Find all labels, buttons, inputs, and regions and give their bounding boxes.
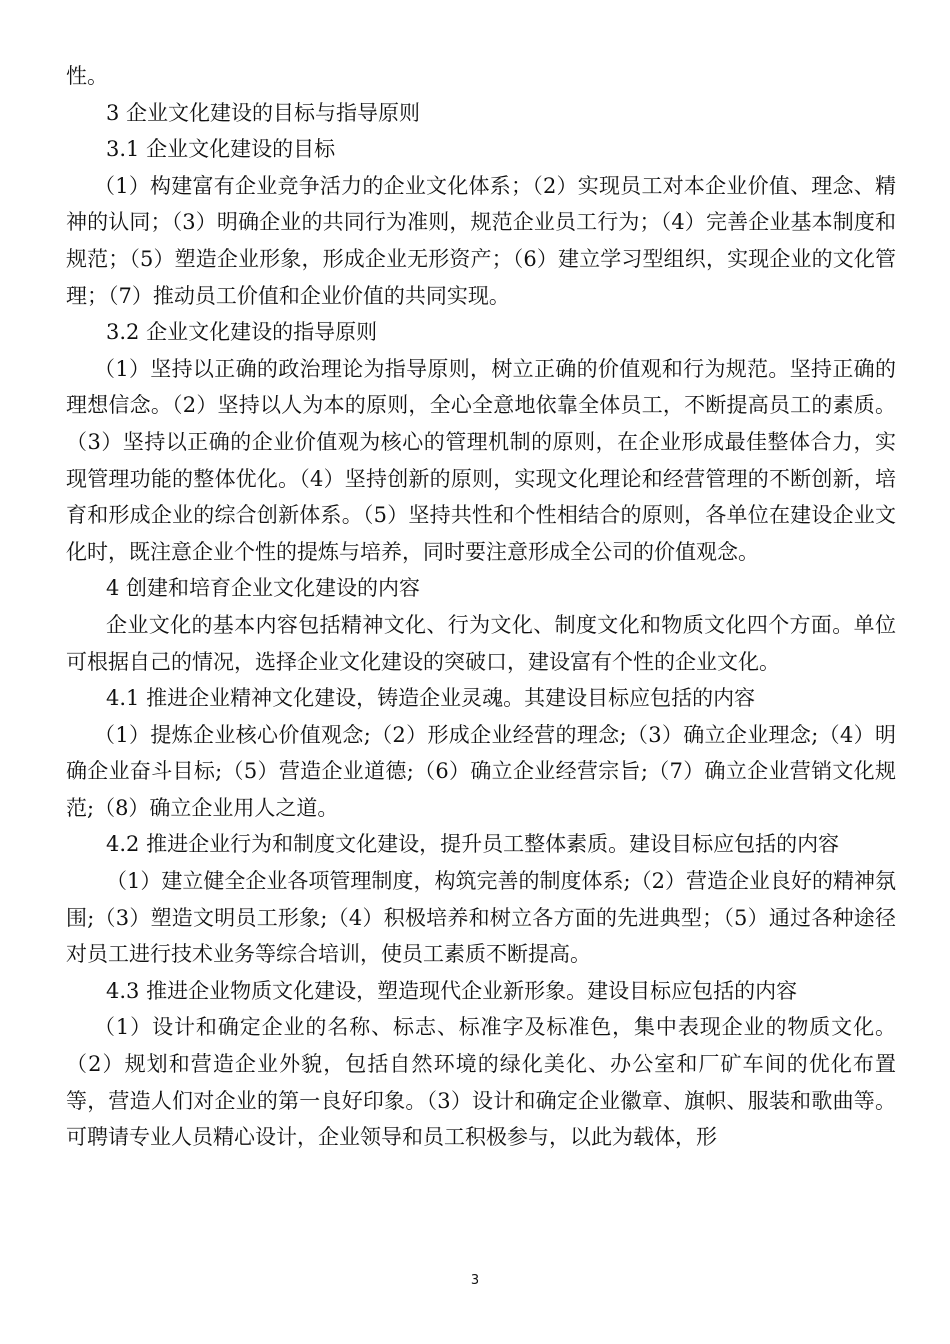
subsection-heading-3-2: 3.2 企业文化建设的指导原则 bbox=[106, 320, 378, 345]
document-body bbox=[66, 58, 896, 1156]
subsection-heading-3-1: 3.1 企业文化建设的目标 bbox=[106, 137, 336, 162]
paragraph-behavior-culture: （1）建立健全企业各项管理制度，构筑完善的制度体系;（2）营造企业良好的精神氛围;（3）塑造文明员工形象;（4）积极培养和树立各方面的先进典型；（5）通过各种途径对员工进行技术业务等综合培训，使员工素质不断提高。 bbox=[66, 869, 896, 967]
section-heading-4: 4 创建和培育企业文化建设的内容 bbox=[106, 576, 421, 601]
section-heading-3: 3 企业文化建设的目标与指导原则 bbox=[106, 100, 421, 125]
paragraph-content-overview: 企业文化的基本内容包括精神文化、行为文化、制度文化和物质文化四个方面。单位可根据自己的情况，选择企业文化建设的突破口，建设富有个性的企业文化。 bbox=[66, 612, 896, 674]
subsection-heading-4-1: 4.1 推进企业精神文化建设，铸造企业灵魂。其建设目标应包括的内容 bbox=[106, 686, 756, 711]
paragraph-principles: （1）坚持以正确的政治理论为指导原则，树立正确的价值观和行为规范。坚持正确的理想信念。（2）坚持以人为本的原则，全心全意地依靠全体员工，不断提高员工的素质。（3）坚持以正确的企业价值观为核心的管理机制的原则，在企业形成最佳整体合力，实现管理功能的整体优化。（4）坚持创新的原则，实现文化理论和经营管理的不断创新，培育和形成企业的综合创新体系。（5）坚持共性和个性相结合的原则，各单位在建设企业文化时，既注意企业个性的提炼与培养，同时要注意形成全公司的价值观念。 bbox=[66, 356, 896, 564]
paragraph-continuation: 性。 bbox=[66, 64, 108, 88]
subsection-heading-4-3: 4.3 推进企业物质文化建设，塑造现代企业新形象。建设目标应包括的内容 bbox=[106, 978, 798, 1003]
subsection-heading-4-2: 4.2 推进企业行为和制度文化建设，提升员工整体素质。建设目标应包括的内容 bbox=[106, 832, 840, 857]
paragraph-material-culture: （1）设计和确定企业的名称、标志、标准字及标准色，集中表现企业的物质文化。（2）规划和营造企业外貌，包括自然环境的绿化美化、办公室和厂矿车间的优化布置等，营造人们对企业的第一良好印象。（3）设计和确定企业徽章、旗帜、服装和歌曲等。可聘请专业人员精心设计，企业领导和员工积极参与，以此为载体，形 bbox=[66, 1015, 896, 1150]
paragraph-goals: （1）构建富有企业竞争活力的企业文化体系；（2）实现员工对本企业价值、理念、精神的认同；（3）明确企业的共同行为准则，规范企业员工行为；（4）完善企业基本制度和规范；（5）塑造企业形象，形成企业无形资产；（6）建立学习型组织，实现企业的文化管理；（7）推动员工价值和企业价值的共同实现。 bbox=[66, 173, 896, 308]
paragraph-spiritual-culture: （1）提炼企业核心价值观念;（2）形成企业经营的理念;（3）确立企业理念;（4）明确企业奋斗目标;（5）营造企业道德;（6）确立企业经营宗旨;（7）确立企业营销文化规范;（8）确立企业用人之道。 bbox=[66, 722, 896, 820]
page-number: 3 bbox=[470, 1273, 480, 1288]
